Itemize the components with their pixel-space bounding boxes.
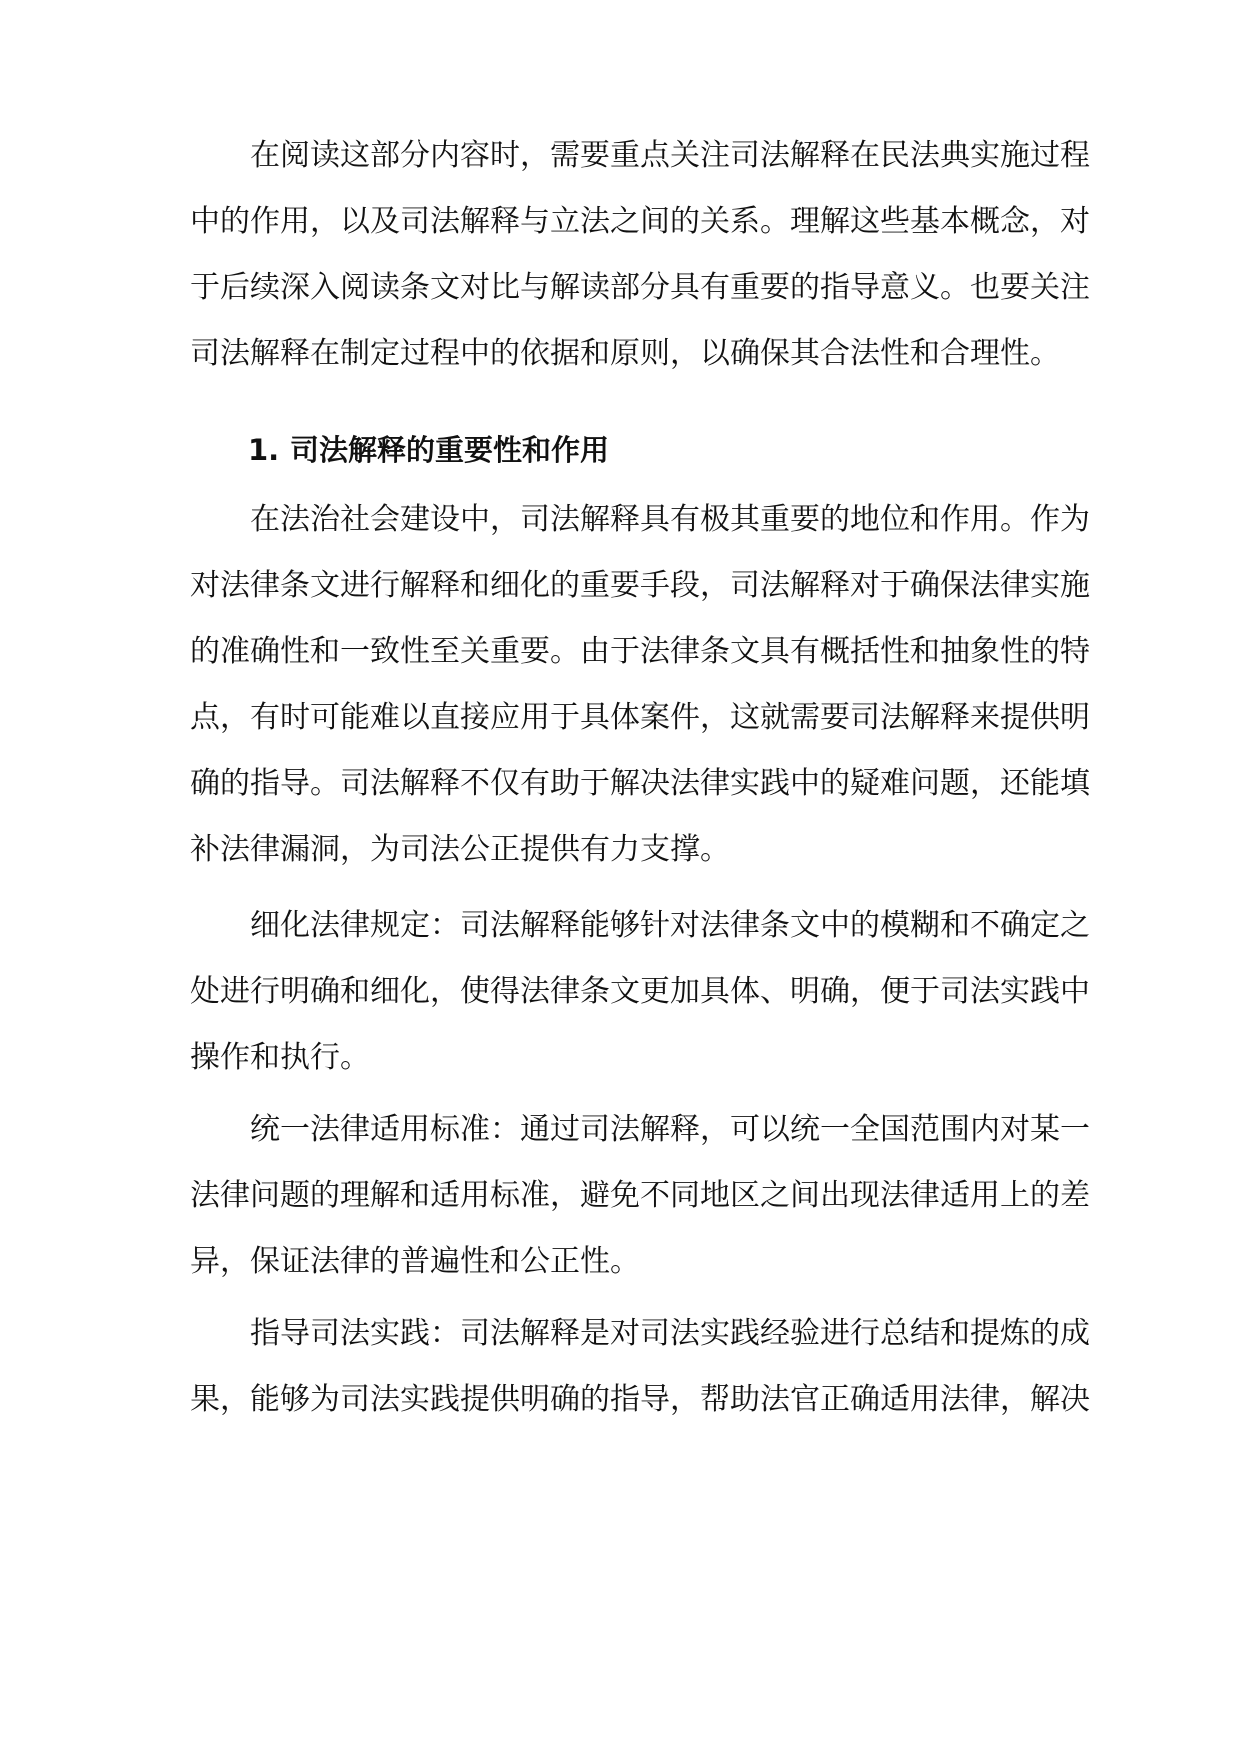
paragraph-line: 点，有时可能难以直接应用于具体案件，这就需要司法解释来提供明 [190, 700, 1090, 735]
paragraph-line: 的准确性和一致性至关重要。由于法律条文具有概括性和抽象性的特 [190, 634, 1090, 669]
paragraph-line: 果，能够为司法实践提供明确的指导，帮助法官正确适用法律，解决 [190, 1382, 1090, 1417]
paragraph-line: 指导司法实践：司法解释是对司法实践经验进行总结和提炼的成 [250, 1316, 1090, 1351]
paragraph-line: 于后续深入阅读条文对比与解读部分具有重要的指导意义。也要关注 [190, 270, 1090, 305]
paragraph-line: 对法律条文进行解释和细化的重要手段，司法解释对于确保法律实施 [190, 568, 1090, 603]
paragraph-line: 统一法律适用标准：通过司法解释，可以统一全国范围内对某一 [250, 1112, 1090, 1147]
paragraph-line: 中的作用，以及司法解释与立法之间的关系。理解这些基本概念，对 [190, 204, 1090, 239]
section-heading [248, 430, 609, 470]
paragraph-line: 补法律漏洞，为司法公正提供有力支撑。 [190, 832, 730, 867]
paragraph-line: 在法治社会建设中，司法解释具有极其重要的地位和作用。作为 [250, 502, 1090, 537]
paragraph-line: 司法解释在制定过程中的依据和原则，以确保其合法性和合理性。 [190, 336, 1060, 371]
paragraph-line: 在阅读这部分内容时，需要重点关注司法解释在民法典实施过程 [250, 138, 1090, 173]
paragraph-line: 确的指导。司法解释不仅有助于解决法律实践中的疑难问题，还能填 [190, 766, 1090, 801]
paragraph-line: 法律问题的理解和适用标准，避免不同地区之间出现法律适用上的差 [190, 1178, 1090, 1213]
section-title: 司法解释的重要性和作用 [290, 433, 610, 467]
paragraph-line: 细化法律规定：司法解释能够针对法律条文中的模糊和不确定之 [250, 908, 1090, 943]
paragraph-line: 异，保证法律的普遍性和公正性。 [190, 1244, 640, 1279]
paragraph-line: 操作和执行。 [190, 1040, 370, 1075]
section-number: 1. [248, 433, 280, 467]
paragraph-line: 处进行明确和细化，使得法律条文更加具体、明确，便于司法实践中 [190, 974, 1090, 1009]
